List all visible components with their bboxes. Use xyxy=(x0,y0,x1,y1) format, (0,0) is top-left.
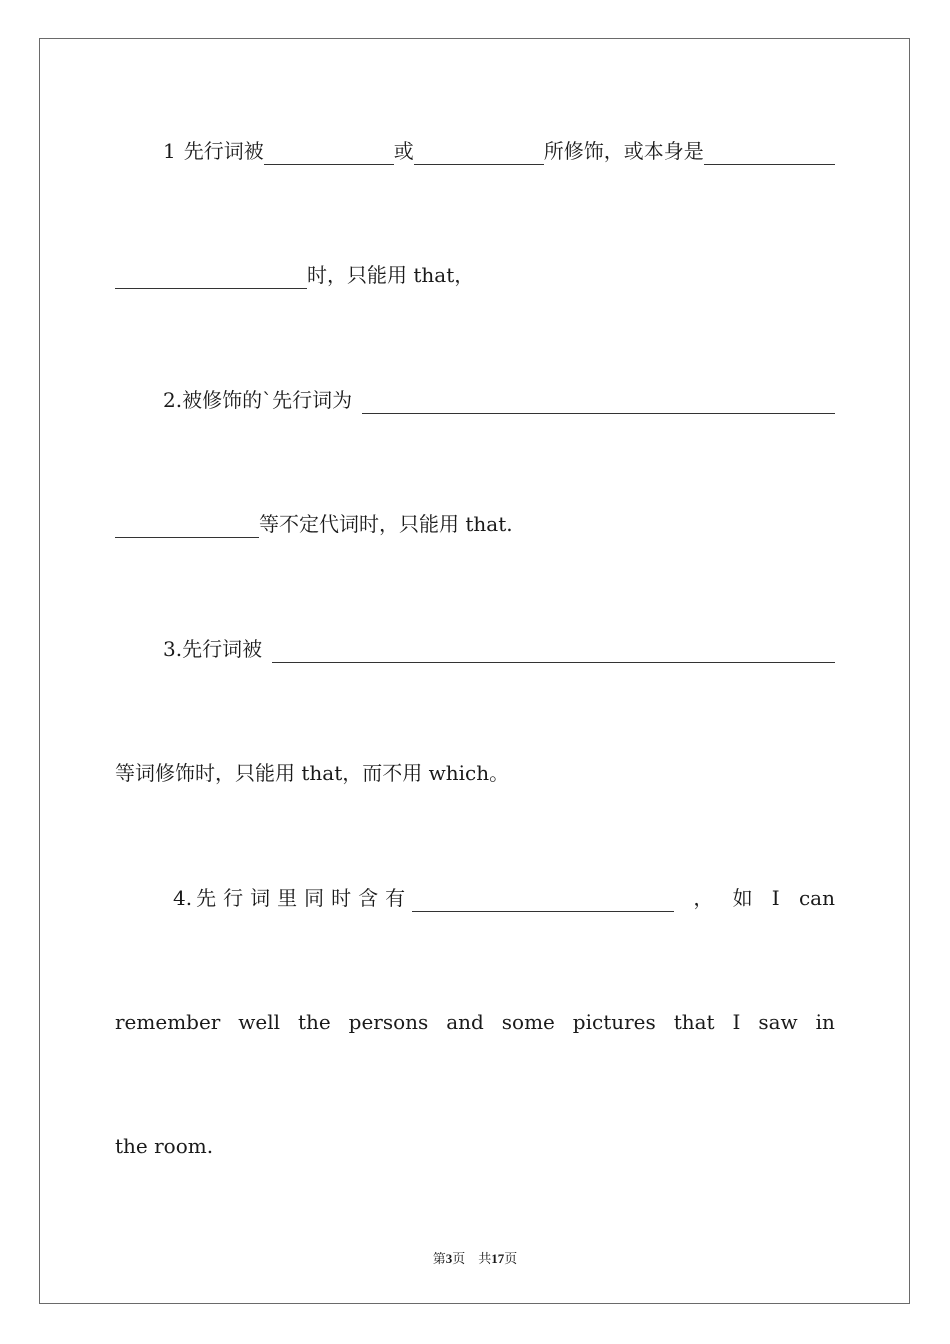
q1-text-a: 先行词被 xyxy=(183,139,264,163)
q2-line-2 xyxy=(115,510,835,538)
q4-word: remember xyxy=(115,1010,221,1034)
q3-number: 3. xyxy=(163,637,183,661)
q1-blank-3 xyxy=(704,146,835,165)
q4-word: and xyxy=(446,1010,484,1034)
q1-text-c: 所修饰，或本身是 xyxy=(543,139,704,163)
q1-line-1 xyxy=(115,137,835,165)
q4-word: persons xyxy=(348,1010,429,1034)
q1-blank-1 xyxy=(264,146,394,165)
q1-text-d: 时，只能用 that， xyxy=(307,263,475,287)
q1-blank-4 xyxy=(115,270,307,289)
q3-blank-1 xyxy=(272,644,835,663)
page-footer xyxy=(0,1248,950,1267)
q4-text-d: I xyxy=(771,886,780,910)
q4-word: I xyxy=(732,1010,741,1034)
footer-suffix: 页 xyxy=(504,1251,518,1266)
footer-total-prefix: 共 xyxy=(478,1251,492,1266)
q4-line-2 xyxy=(115,1008,835,1036)
q3-line-1 xyxy=(115,635,835,663)
q1-number: 1 xyxy=(163,139,176,163)
q3-line-2 xyxy=(115,759,835,787)
q4-text-b: ， xyxy=(693,886,714,910)
footer-page-number: 3 xyxy=(445,1251,453,1266)
footer-mid: 页 xyxy=(452,1251,466,1266)
q1-text-b: 或 xyxy=(393,139,414,163)
q4-number: 4. xyxy=(173,886,193,910)
q2-text-a: 被修饰的`先行词为 xyxy=(182,388,353,412)
q4-word: in xyxy=(815,1010,835,1034)
q4-text-a: 先行词里同时含有 xyxy=(196,886,413,910)
q4-word: pictures xyxy=(572,1010,656,1034)
q3-text-a: 先行词被 xyxy=(182,637,263,661)
q4-line3-text: the room. xyxy=(115,1134,214,1158)
footer-prefix: 第 xyxy=(432,1251,446,1266)
q4-word: saw xyxy=(758,1010,798,1034)
q2-blank-1 xyxy=(362,395,835,414)
q4-text-e: can xyxy=(798,886,835,910)
q4-word: the xyxy=(297,1010,331,1034)
q2-text-b: 等不定代词时，只能用 that. xyxy=(259,512,513,536)
q3-text-b: 等词修饰时，只能用 that，而不用 which。 xyxy=(115,761,510,785)
q4-line-3 xyxy=(115,1132,835,1160)
q4-line-1 xyxy=(115,884,835,912)
footer-total-pages: 17 xyxy=(491,1251,505,1266)
page-border xyxy=(39,38,910,1304)
q1-line-2 xyxy=(115,261,835,289)
q2-number: 2. xyxy=(163,388,183,412)
q4-blank-1 xyxy=(412,893,674,912)
q2-blank-2 xyxy=(115,519,259,538)
q4-word: that xyxy=(673,1010,715,1034)
q1-blank-2 xyxy=(414,146,544,165)
q4-word: well xyxy=(238,1010,281,1034)
q4-word: some xyxy=(501,1010,555,1034)
q2-line-1 xyxy=(115,386,835,414)
q4-text-c: 如 xyxy=(732,886,753,910)
